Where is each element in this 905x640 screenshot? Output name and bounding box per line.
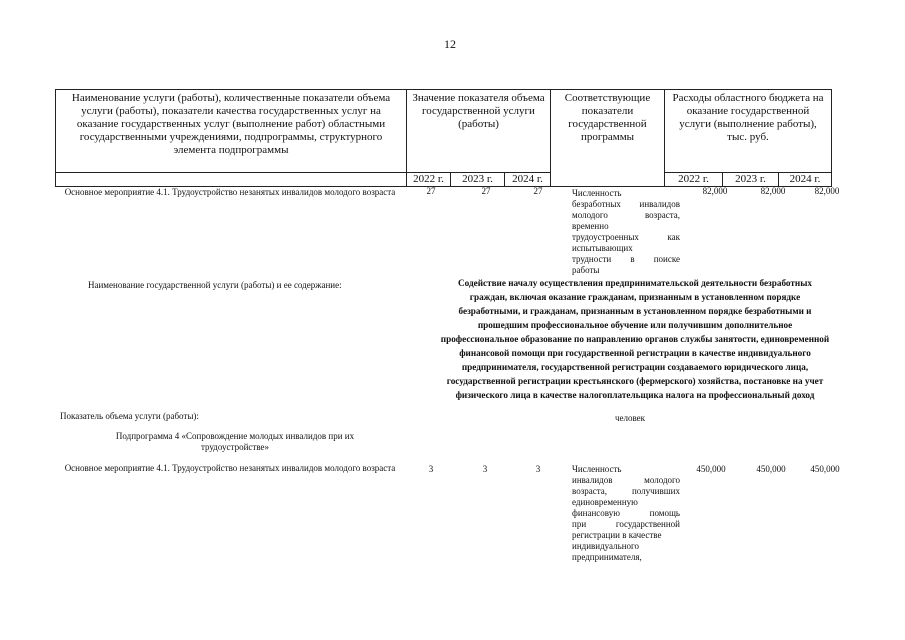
row2-expense-2023: 450,000 [756,464,786,474]
row1-expense-2023: 82,000 [760,186,786,196]
header-expenses-column: Расходы областного бюджета на оказание государственной услуги (выполнение работы), тыс. руб. [665,90,832,173]
year-2024-volume: 2024 г. [505,173,551,187]
row1-label: Основное мероприятие 4.1. Трудоустройство незанятых инвалидов молодого возраста [64,187,396,197]
header-name-column: Наименование услуги (работы), количественные показатели объема услуги (работы), показатели качества государственных услуг на оказание государственных услуг (выполнение работ) областными государственными учреждениями, подпрограммы, структурного элемента подпрограммы [56,90,407,173]
year-2022-volume: 2022 г. [407,173,451,187]
row2-expense-2022: 450,000 [696,464,726,474]
header-indicator-column: Соответствующие показатели государственной программы [551,90,665,187]
row1-value-2024: 27 [533,186,543,196]
row1-expense-2024: 82,000 [814,186,840,196]
row2-label: Основное мероприятие 4.1. Трудоустройство незанятых инвалидов молодого возраста [64,463,396,473]
volume-unit: человек [614,413,646,423]
header-empty-cell [56,173,407,187]
year-2023-expenses: 2023 г. [723,173,779,187]
row2-value-2023: 3 [482,464,488,474]
row2-value-2024: 3 [535,464,541,474]
row1-value-2023: 27 [481,186,491,196]
page-number: 12 [444,37,456,51]
row2-value-2022: 3 [428,464,434,474]
year-2024-expenses: 2024 г. [779,173,832,187]
service-description: Содействие началу осуществления предпринимательской деятельности безработных граждан, включая оказание гражданам, признанным в установленном порядке безработными, и гражданам, признанным в установленном порядке безработными и прошедшим профессиональное обучение или получившим дополнительное профессиональное образование по направлению органов службы занятости, единовременной финансовой помощи при государственной регистрации в качестве индивидуального предпринимателя, государственной регистрации создаваемого юридического лица, государственной регистрации крестьянского (фермерского) хозяйства, постановке на учет физического лица в качестве налогоплательщика налога на профессиональный доход [440,278,830,400]
subprogram-title: Подпрограмма 4 «Сопровождение молодых инвалидов при их трудоустройстве» [115,431,355,452]
year-2023-volume: 2023 г. [451,173,505,187]
header-table [55,89,832,187]
volume-label: Показатель объема услуги (работы): [60,411,199,421]
year-2022-expenses: 2022 г. [665,173,723,187]
row1-indicator: Численность безработных инвалидов молодого возраста, временно трудоустроенных как испытывающих трудности в поиске работы [572,188,680,275]
row1-value-2022: 27 [426,186,436,196]
service-label: Наименование государственной услуги (работы) и ее содержание: [88,280,342,290]
row2-expense-2024: 450,000 [810,464,840,474]
row2-indicator: Численность инвалидов молодого возраста, получивших единовременную финансовую помощь при государственной регистрации в качестве индивидуального предпринимателя, [572,464,680,562]
header-volume-column: Значение показателя объема государственной услуги (работы) [407,90,551,173]
row1-expense-2022: 82,000 [702,186,728,196]
